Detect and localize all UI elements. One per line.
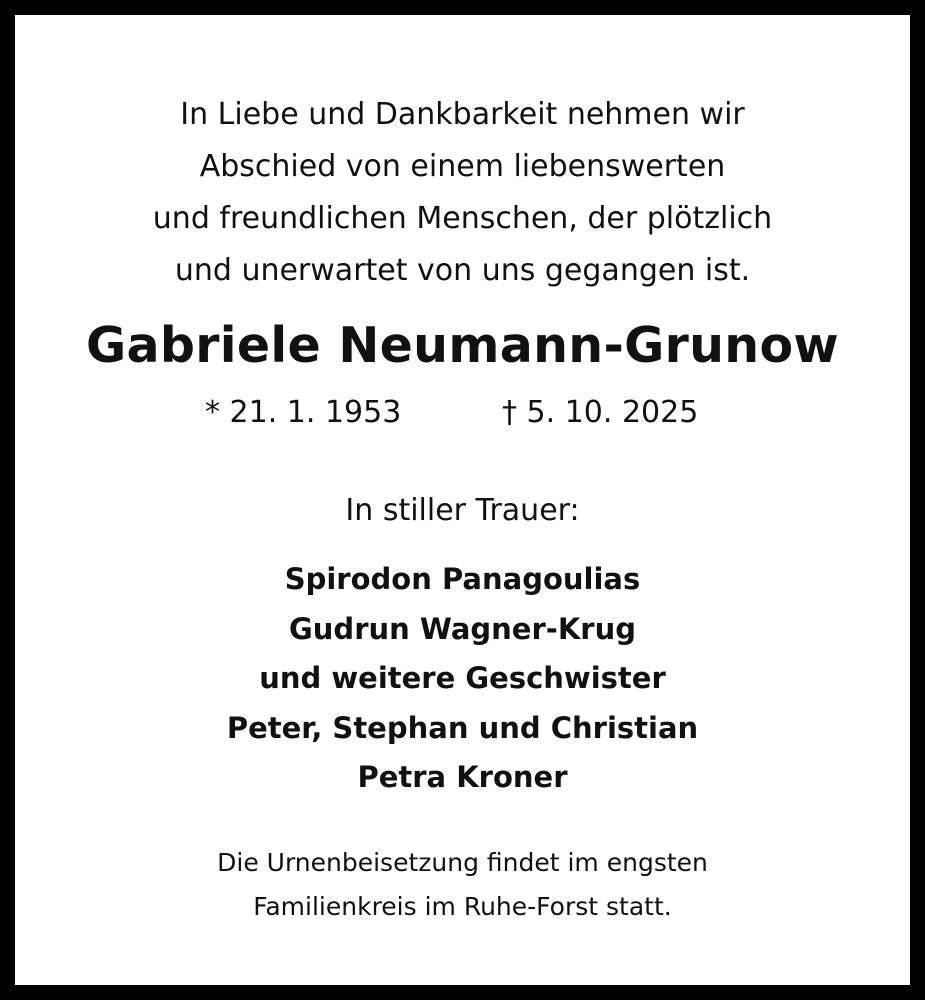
intro-line: Abschied von einem liebenswerten <box>199 149 726 184</box>
intro-text <box>15 89 910 297</box>
mourning-heading: In stiller Trauer: <box>345 493 580 528</box>
intro-line: und unerwartet von uns gegangen ist. <box>174 253 751 288</box>
mourner-name: und weitere Geschwister <box>259 661 666 695</box>
note-line: Die Urnenbeisetzung findet im engsten <box>217 848 708 877</box>
mourner-name: Peter, Stephan und Christian <box>226 710 699 745</box>
intro-line: In Liebe und Dankbarkeit nehmen wir <box>180 97 745 132</box>
death-date: † 5. 10. 2025 <box>502 395 699 430</box>
note-line: Familienkreis im Ruhe-Forst statt. <box>253 892 672 921</box>
obituary-notice <box>15 15 910 985</box>
birth-date: * 21. 1. 1953 <box>205 395 402 430</box>
life-dates <box>15 391 910 435</box>
mourners-list <box>15 555 910 803</box>
deceased-name: Gabriele Neumann-Grunow <box>86 317 839 374</box>
mourner-name: Gudrun Wagner-Krug <box>288 611 636 646</box>
mourner-name: Spirodon Panagoulias <box>284 562 641 596</box>
burial-note <box>15 841 910 929</box>
mourner-name: Petra Kroner <box>357 760 568 794</box>
intro-line: und freundlichen Menschen, der plötzlich <box>152 201 773 236</box>
